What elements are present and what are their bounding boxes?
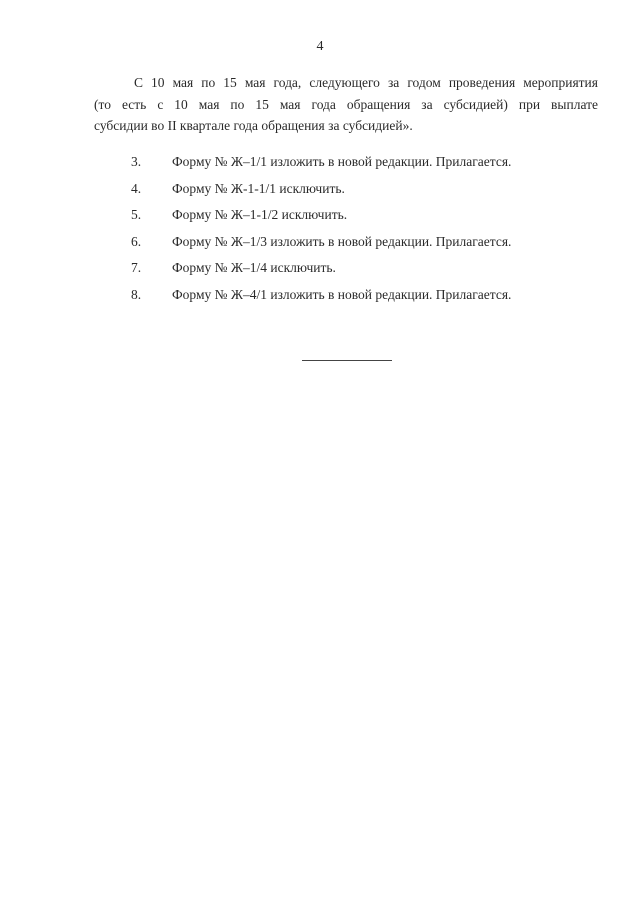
list-item (0, 206, 640, 233)
list-item-number: 3. (131, 154, 142, 169)
list-item-text: Форму № Ж–4/1 изложить в новой редакции. Прилагается. (172, 286, 512, 302)
paragraph (94, 72, 598, 137)
paragraph-line: С 10 мая по 15 мая года, следующего за годом проведения мероприятия (134, 75, 598, 90)
list-item-number: 5. (131, 207, 142, 222)
list-item-text: Форму № Ж–1/1 изложить в новой редакции. Прилагается. (172, 154, 512, 169)
numbered-list (0, 153, 640, 312)
list-item-number: 6. (131, 233, 142, 249)
page-number: 4 (316, 39, 324, 54)
list-item-text: Форму № Ж–1-1/2 исключить. (172, 207, 348, 222)
list-item (0, 259, 640, 286)
list-item-text: Форму № Ж–1/3 изложить в новой редакции. Прилагается. (172, 233, 512, 249)
list-item-number: 8. (131, 286, 142, 302)
list-item-text: Форму № Ж–1/4 исключить. (172, 260, 336, 275)
list-item (0, 286, 640, 313)
list-item (0, 180, 640, 207)
paragraph-line: (то есть с 10 мая по 15 мая года обращения за субсидией) при выплате (94, 96, 598, 112)
list-item-number: 7. (131, 260, 142, 275)
list-item (0, 153, 640, 180)
list-item-text: Форму № Ж-1-1/1 исключить. (172, 180, 345, 196)
list-item (0, 233, 640, 260)
list-item-number: 4. (131, 180, 142, 196)
end-divider (302, 360, 392, 361)
paragraph-line: субсидии во II квартале года обращения за субсидией». (94, 118, 413, 133)
